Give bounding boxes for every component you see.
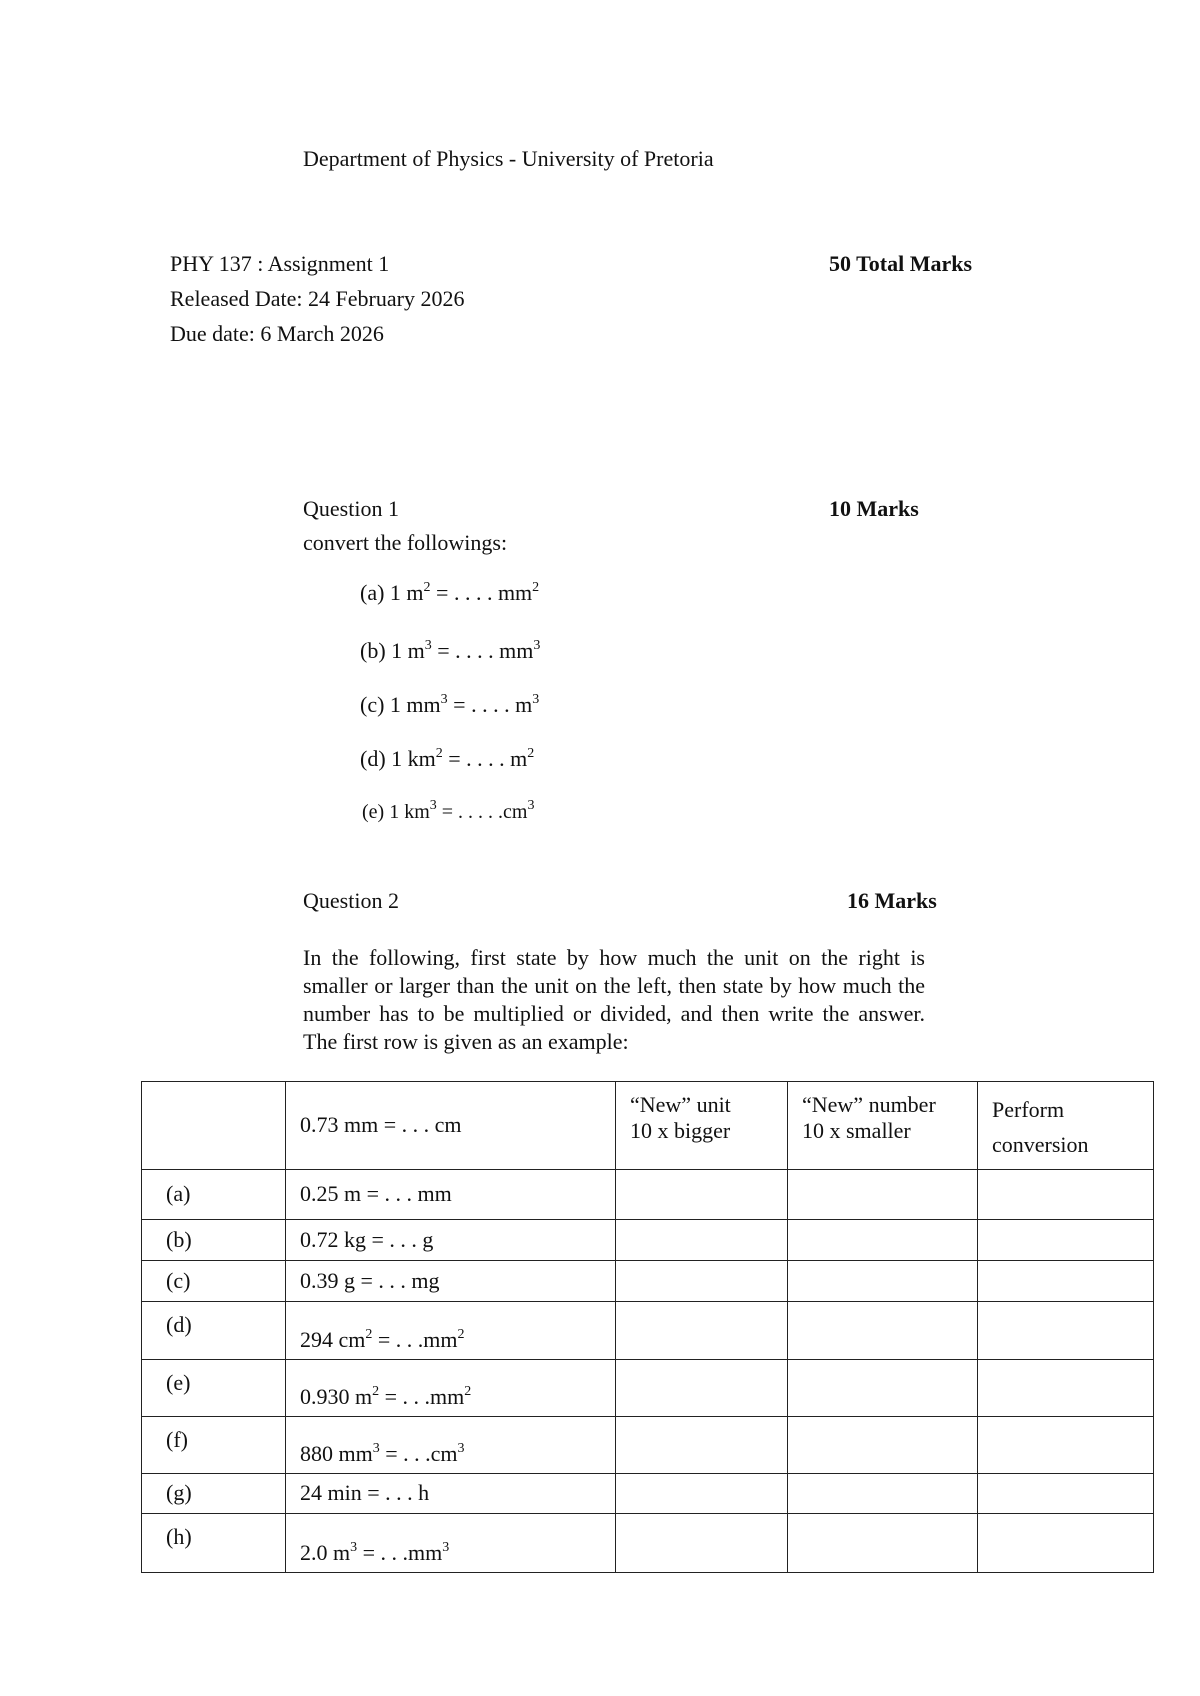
question-1-title: Question 1 bbox=[303, 496, 399, 521]
table-row bbox=[142, 1514, 1154, 1573]
answer-cell[interactable] bbox=[978, 1474, 1154, 1514]
answer-cell[interactable] bbox=[978, 1514, 1154, 1573]
answer-cell[interactable] bbox=[616, 1261, 788, 1302]
row-label: (e) bbox=[142, 1360, 286, 1417]
question-2-title: Question 2 bbox=[303, 888, 399, 913]
answer-cell[interactable] bbox=[978, 1220, 1154, 1261]
answer-cell[interactable] bbox=[978, 1170, 1154, 1220]
question-2-instruction: In the following, first state by how much the unit on the right is smaller or larger than the unit on the left, then state by how much the number has to be multiplied or divided, and then write the answer. The first row is given as an example: bbox=[303, 945, 925, 1054]
conversion-item: (a) 1 $m^2$ = . . . . $mm^2$ bbox=[360, 580, 540, 605]
table-row bbox=[142, 1360, 1154, 1417]
row-label: (a) bbox=[142, 1170, 286, 1220]
department-heading: Department of Physics - University of Pretoria bbox=[303, 146, 714, 171]
table-row bbox=[142, 1170, 1154, 1220]
row-label: (b) bbox=[142, 1220, 286, 1261]
new-number-header: “New” number 10 x smaller bbox=[788, 1082, 978, 1170]
table-row bbox=[142, 1220, 1154, 1261]
conversion-item: (d) 1 $km^2$ = . . . . $m^2$ bbox=[360, 746, 535, 771]
answer-cell[interactable] bbox=[616, 1360, 788, 1417]
answer-cell[interactable] bbox=[616, 1302, 788, 1360]
table-row bbox=[142, 1474, 1154, 1514]
row-label: (h) bbox=[142, 1514, 286, 1573]
conversion-item: (c) 1 $mm^3$ = . . . . $m^3$ bbox=[360, 692, 540, 717]
question-1-marks: 10 Marks bbox=[829, 496, 919, 521]
row-expression: 0.72 kg = . . . g bbox=[286, 1220, 616, 1261]
answer-cell[interactable] bbox=[616, 1170, 788, 1220]
table-example-row bbox=[142, 1082, 1154, 1170]
answer-cell[interactable] bbox=[788, 1514, 978, 1573]
answer-cell[interactable] bbox=[978, 1417, 1154, 1474]
question-1-instruction: convert the followings: bbox=[303, 530, 508, 555]
answer-cell[interactable] bbox=[788, 1417, 978, 1474]
answer-cell[interactable] bbox=[788, 1360, 978, 1417]
answer-cell[interactable] bbox=[788, 1170, 978, 1220]
conversion-table bbox=[141, 1081, 1154, 1573]
table-cell bbox=[142, 1082, 286, 1170]
answer-cell[interactable] bbox=[788, 1220, 978, 1261]
table-row bbox=[142, 1261, 1154, 1302]
due-date: Due date: 6 March 2026 bbox=[170, 321, 384, 346]
row-expression: 0.39 g = . . . mg bbox=[286, 1261, 616, 1302]
answer-cell[interactable] bbox=[616, 1474, 788, 1514]
answer-cell[interactable] bbox=[788, 1474, 978, 1514]
table-row bbox=[142, 1417, 1154, 1474]
row-expression: 0.25 m = . . . mm bbox=[286, 1170, 616, 1220]
question-2-marks: 16 Marks bbox=[847, 888, 937, 913]
answer-cell[interactable] bbox=[616, 1514, 788, 1573]
row-label: (f) bbox=[142, 1417, 286, 1474]
row-expression: 24 min = . . . h bbox=[286, 1474, 616, 1514]
row-label: (c) bbox=[142, 1261, 286, 1302]
row-expression: 294 $cm^2$ = . . $.mm^2$ bbox=[286, 1302, 616, 1360]
row-expression: 880 $mm^3$ = . . $.cm^3$ bbox=[286, 1417, 616, 1474]
answer-cell[interactable] bbox=[788, 1261, 978, 1302]
answer-cell[interactable] bbox=[616, 1417, 788, 1474]
example-expression: 0.73 mm = . . . cm bbox=[286, 1082, 616, 1170]
row-label: (d) bbox=[142, 1302, 286, 1360]
table-row bbox=[142, 1302, 1154, 1360]
answer-cell[interactable] bbox=[978, 1302, 1154, 1360]
answer-cell[interactable] bbox=[978, 1360, 1154, 1417]
answer-cell[interactable] bbox=[616, 1220, 788, 1261]
conversion-item: (b) 1 $m^3$ = . . . . $mm^3$ bbox=[360, 638, 541, 663]
new-unit-header: “New” unit 10 x bigger bbox=[616, 1082, 788, 1170]
answer-cell[interactable] bbox=[978, 1261, 1154, 1302]
perform-conversion-header: Perform conversion bbox=[978, 1082, 1154, 1170]
row-label: (g) bbox=[142, 1474, 286, 1514]
row-expression: 0.930 $m^2$ = . . $.mm^2$ bbox=[286, 1360, 616, 1417]
total-marks: 50 Total Marks bbox=[829, 251, 973, 276]
assignment-title: PHY 137 : Assignment 1 bbox=[170, 251, 390, 276]
conversion-item: (e) 1 $km^3$ = . . . . $.cm^3$ bbox=[362, 798, 535, 823]
released-date: Released Date: 24 February 2026 bbox=[170, 286, 465, 311]
answer-cell[interactable] bbox=[788, 1302, 978, 1360]
row-expression: 2.0 $m^3$ = . . $.mm^3$ bbox=[286, 1514, 616, 1573]
